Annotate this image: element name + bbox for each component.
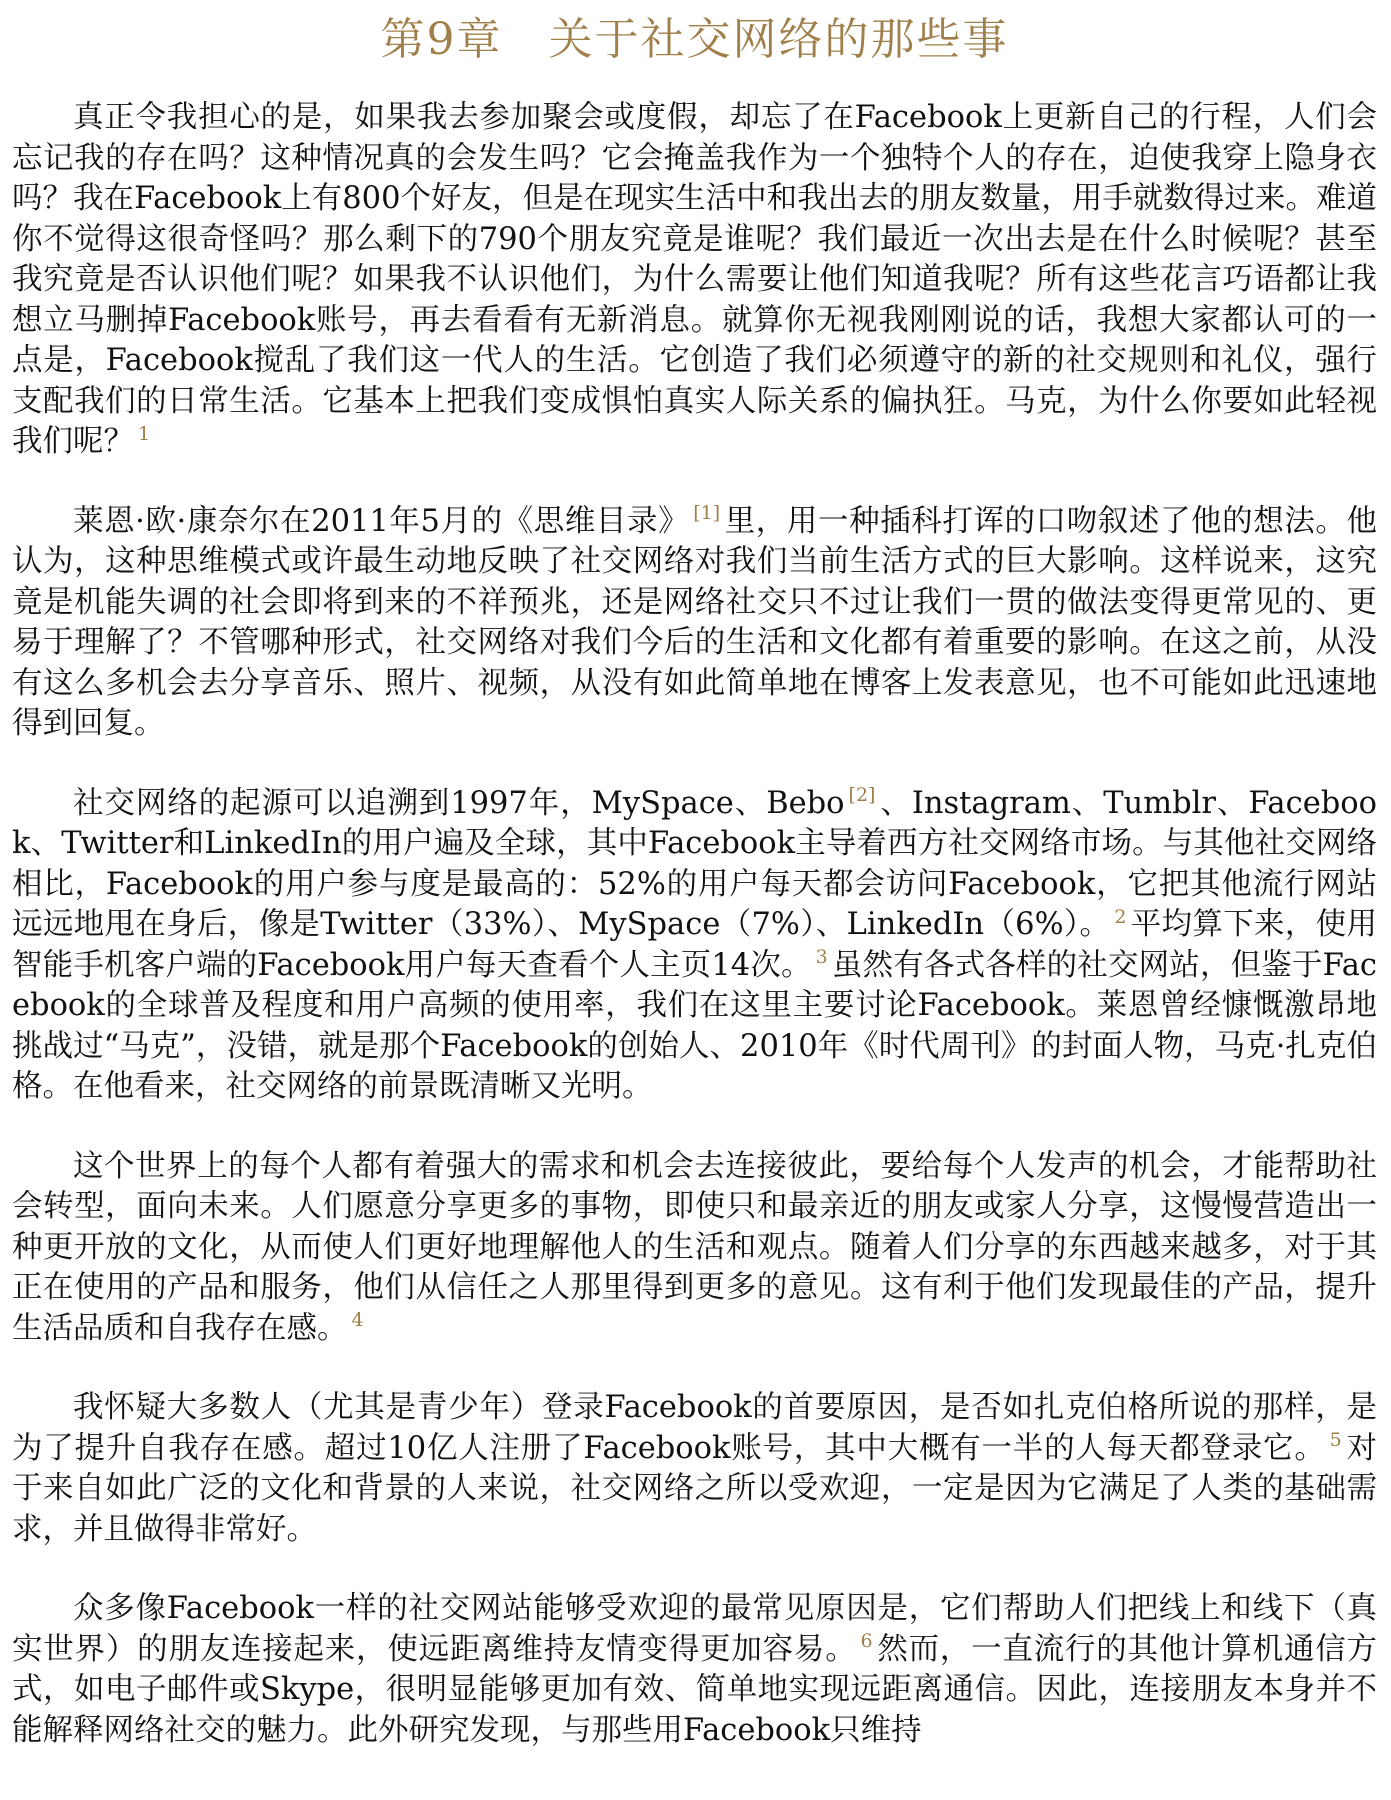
paragraph-text: 然而，一直流行的其他计算机通信方式，如电子邮件或Skype，很明显能够更加有效、简单地实现远距离通信。因此，连接朋友本身并不能解释网络社交的魅力。此外研究发现，与那些用Facebook只维持: [12, 1631, 1378, 1748]
chapter-body: [12, 98, 1377, 1751]
footnote-ref[interactable]: 1: [138, 422, 151, 445]
paragraph: [12, 1388, 1377, 1550]
footnote-ref[interactable]: 3: [815, 946, 828, 969]
paragraph-text: 莱恩·欧·康奈尔在2011年5月的《思维目录》: [73, 503, 690, 539]
paragraph-text: 社交网络的起源可以追溯到1997年，MySpace、Bebo: [73, 785, 845, 821]
paragraph: [12, 502, 1377, 745]
paragraph: [12, 98, 1377, 463]
chapter-title: 第9章 关于社交网络的那些事: [380, 14, 1009, 65]
paragraph: [12, 784, 1377, 1108]
footnote-ref[interactable]: 2: [1114, 905, 1127, 928]
paragraph-text: 真正令我担心的是，如果我去参加聚会或度假，却忘了在Facebook上更新自己的行程，人们会忘记我的存在吗？这种情况真的会发生吗？它会掩盖我作为一个独特个人的存在，迫使我穿上隐身衣吗？我在Facebook上有800个好友，但是在现实生活中和我出去的朋友数量，用手就数得过来。难道你不觉得这很奇怪吗？那么剩下的790个朋友究竟是谁呢？我们最近一次出去是在什么时候呢？甚至我究竟是否认识他们呢？如果我不认识他们，为什么需要让他们知道我呢？所有这些花言巧语都让我想立马删掉Facebook账号，再去看看有无新消息。就算你无视我刚刚说的话，我想大家都认可的一点是，Facebook搅乱了我们这一代人的生活。它创造了我们必须遵守的新的社交规则和礼仪，强行支配我们的日常生活。它基本上把我们变成惧怕真实人际关系的偏执狂。马克，为什么你要如此轻视我们呢？: [12, 100, 1377, 459]
footnote-ref[interactable]: [2]: [848, 784, 876, 807]
footnote-ref[interactable]: 6: [860, 1630, 873, 1653]
paragraph-text: 里，用一种插科打诨的口吻叙述了他的想法。他认为，这种思维模式或许最生动地反映了社交网络对我们当前生活方式的巨大影响。这样说来，这究竟是机能失调的社会即将到来的不祥预兆，还是网络社交只不过让我们一贯的做法变得更常见的、更易于理解了？不管哪种形式，社交网络对我们今后的生活和文化都有着重要的影响。在这之前，从没有这么多机会去分享音乐、照片、视频，从没有如此简单地在博客上发表意见，也不可能如此迅速地得到回复。: [12, 503, 1377, 741]
paragraph-text: 我怀疑大多数人（尤其是青少年）登录Facebook的首要原因，是否如扎克伯格所说的那样，是为了提升自我存在感。超过10亿人注册了Facebook账号，其中大概有一半的人每天都登录它。: [12, 1390, 1377, 1466]
paragraph-text: 、Instagram、Tumblr、Facebook、Twitter和LinkedIn的用户遍及全球，其中Facebook主导着西方社交网络市场。与其他社交网络相比，Facebook的用户参与度是最高的：52%的用户每天都会访问Facebook，它把其他流行网站远远地甩在身后，像是Twitter（33%）、MySpace（7%）、LinkedIn（6%）。: [12, 785, 1377, 942]
paragraph-text: 对于来自如此广泛的文化和背景的人来说，社交网络之所以受欢迎，一定是因为它满足了人类的基础需求，并且做得非常好。: [12, 1430, 1377, 1547]
paragraph-text: 虽然有各式各样的社交网站，但鉴于Facebook的全球普及程度和用户高频的使用率，我们在这里主要讨论Facebook。莱恩曾经慷慨激昂地挑战过“马克”，没错，就是那个Facebook的创始人、2010年《时代周刊》的封面人物，马克·扎克伯格。在他看来，社交网络的前景既清晰又光明。: [12, 947, 1377, 1104]
paragraph-text: 平均算下来，使用智能手机客户端的Facebook用户每天查看个人主页14次。: [12, 907, 1378, 983]
paragraph: [12, 1147, 1377, 1350]
paragraph-text: 这个世界上的每个人都有着强大的需求和机会去连接彼此，要给每个人发声的机会，才能帮助社会转型，面向未来。人们愿意分享更多的事物，即使只和最亲近的朋友或家人分享，这慢慢营造出一种更开放的文化，从而使人们更好地理解他人的生活和观点。随着人们分享的东西越来越多，对于其正在使用的产品和服务，他们从信任之人那里得到更多的意见。这有利于他们发现最佳的产品，提升生活品质和自我存在感。: [12, 1148, 1377, 1346]
footnote-ref[interactable]: [1]: [693, 502, 721, 525]
paragraph-text: 众多像Facebook一样的社交网站能够受欢迎的最常见原因是，它们帮助人们把线上和线下（真实世界）的朋友连接起来，使远距离维持友情变得更加容易。: [12, 1591, 1377, 1667]
paragraph: [12, 1589, 1377, 1751]
footnote-ref[interactable]: 5: [1329, 1429, 1342, 1452]
footnote-ref[interactable]: 4: [351, 1309, 364, 1332]
